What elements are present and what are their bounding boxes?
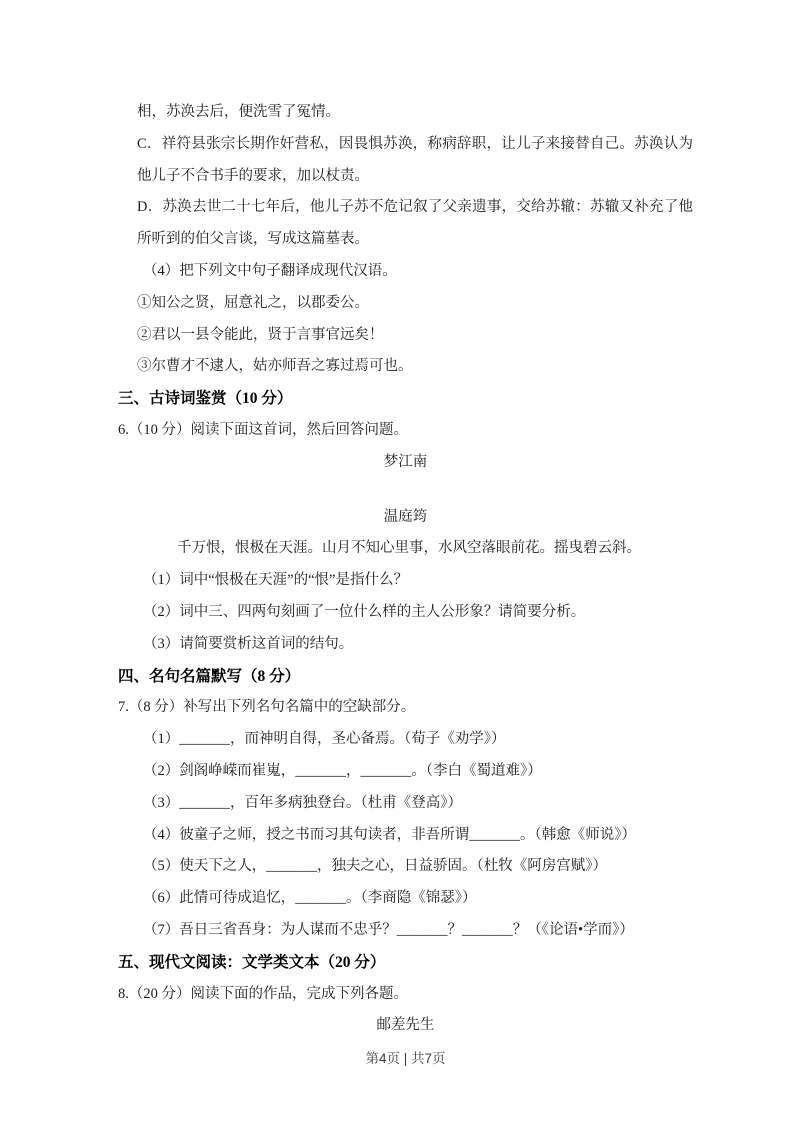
q7-item-6: （6）此情可待成追忆，_______。（李商隐《锦瑟》） — [143, 890, 477, 907]
section-3-heading: 三、古诗词鉴赏（10 分） — [118, 390, 293, 408]
option-c: C．祥符县张宗长期作奸营私，因畏惧苏涣，称病辞职，让儿子来接替自己。苏涣认为他儿子不合书手的要求，加以杖责。 — [137, 135, 693, 184]
poem-author: 温庭筠 — [383, 508, 428, 525]
translation-prompt: （4）把下列文中句子翻译成现代汉语。 — [143, 262, 397, 279]
q7-item-5: （5）使天下之人，_______，独夫之心，日益骄固。（杜牧《阿房宫赋》） — [143, 858, 607, 875]
question-6-stem: 6.（10 分）阅读下面这首词，然后回答问题。 — [118, 421, 408, 438]
q7-item-4: （4）彼童子之师，授之书而习其句读者，非吾所谓_______。（韩愈《师说》） — [143, 826, 636, 843]
reading-passage-title: 邮差先生 — [376, 1017, 435, 1034]
translation-sentence-1: ①知公之贤，屈意礼之，以郡委公。 — [137, 294, 369, 311]
q6-subquestion-3: （3）请简要赏析这首词的结句。 — [143, 635, 354, 652]
page-number-footer: 第4页 | 共7页 — [365, 1051, 446, 1067]
q6-subquestion-1: （1）词中“恨极在天涯”的“恨”是指什么？ — [143, 572, 408, 589]
q6-subquestion-2: （2）词中三、四两句刻画了一位什么样的主人公形象？请简要分析。 — [143, 603, 586, 620]
option-d: D．苏涣去世二十七年后，他儿子苏不危记叙了父亲遗事，交给苏辙：苏辙又补充了他所听到的伯父言谈，写成这篇墓表。 — [137, 199, 693, 248]
section-4-heading: 四、名句名篇默写（8 分） — [118, 667, 301, 685]
poem-text: 千万恨，恨极在天涯。山月不知心里事，水风空落眼前花。摇曳碧云斜。 — [177, 540, 641, 557]
section-5-heading: 五、现代文阅读：文学类文本（20 分） — [118, 953, 386, 971]
translation-sentence-3: ③尔曹才不逮人，姑亦师吾之寡过焉可也。 — [137, 358, 413, 375]
continuation-line: 相，苏涣去后，便洗雪了冤情。 — [137, 104, 340, 120]
q7-item-2: （2）剑阁峥嵘而崔嵬，_______，_______。（李白《蜀道难》） — [143, 762, 542, 779]
poem-title: 梦江南 — [383, 453, 428, 470]
q7-item-3: （3）_______，百年多病独登台。（杜甫《登高》） — [143, 794, 462, 811]
question-8-stem: 8.（20 分）阅读下面的作品，完成下列各题。 — [118, 985, 408, 1002]
question-7-stem: 7.（8 分）补写出下列名句名篇中的空缺部分。 — [118, 699, 416, 716]
translation-sentence-2: ②君以一县令能此，贤于言事官远矣！ — [137, 326, 384, 343]
q7-item-1: （1）_______，而神明自得，圣心备焉。（荀子《劝学》） — [143, 731, 506, 748]
q7-item-7: （7）吾日三省吾身：为人谋而不忠乎？_______？_______？（《论语•学而》） — [143, 921, 634, 938]
